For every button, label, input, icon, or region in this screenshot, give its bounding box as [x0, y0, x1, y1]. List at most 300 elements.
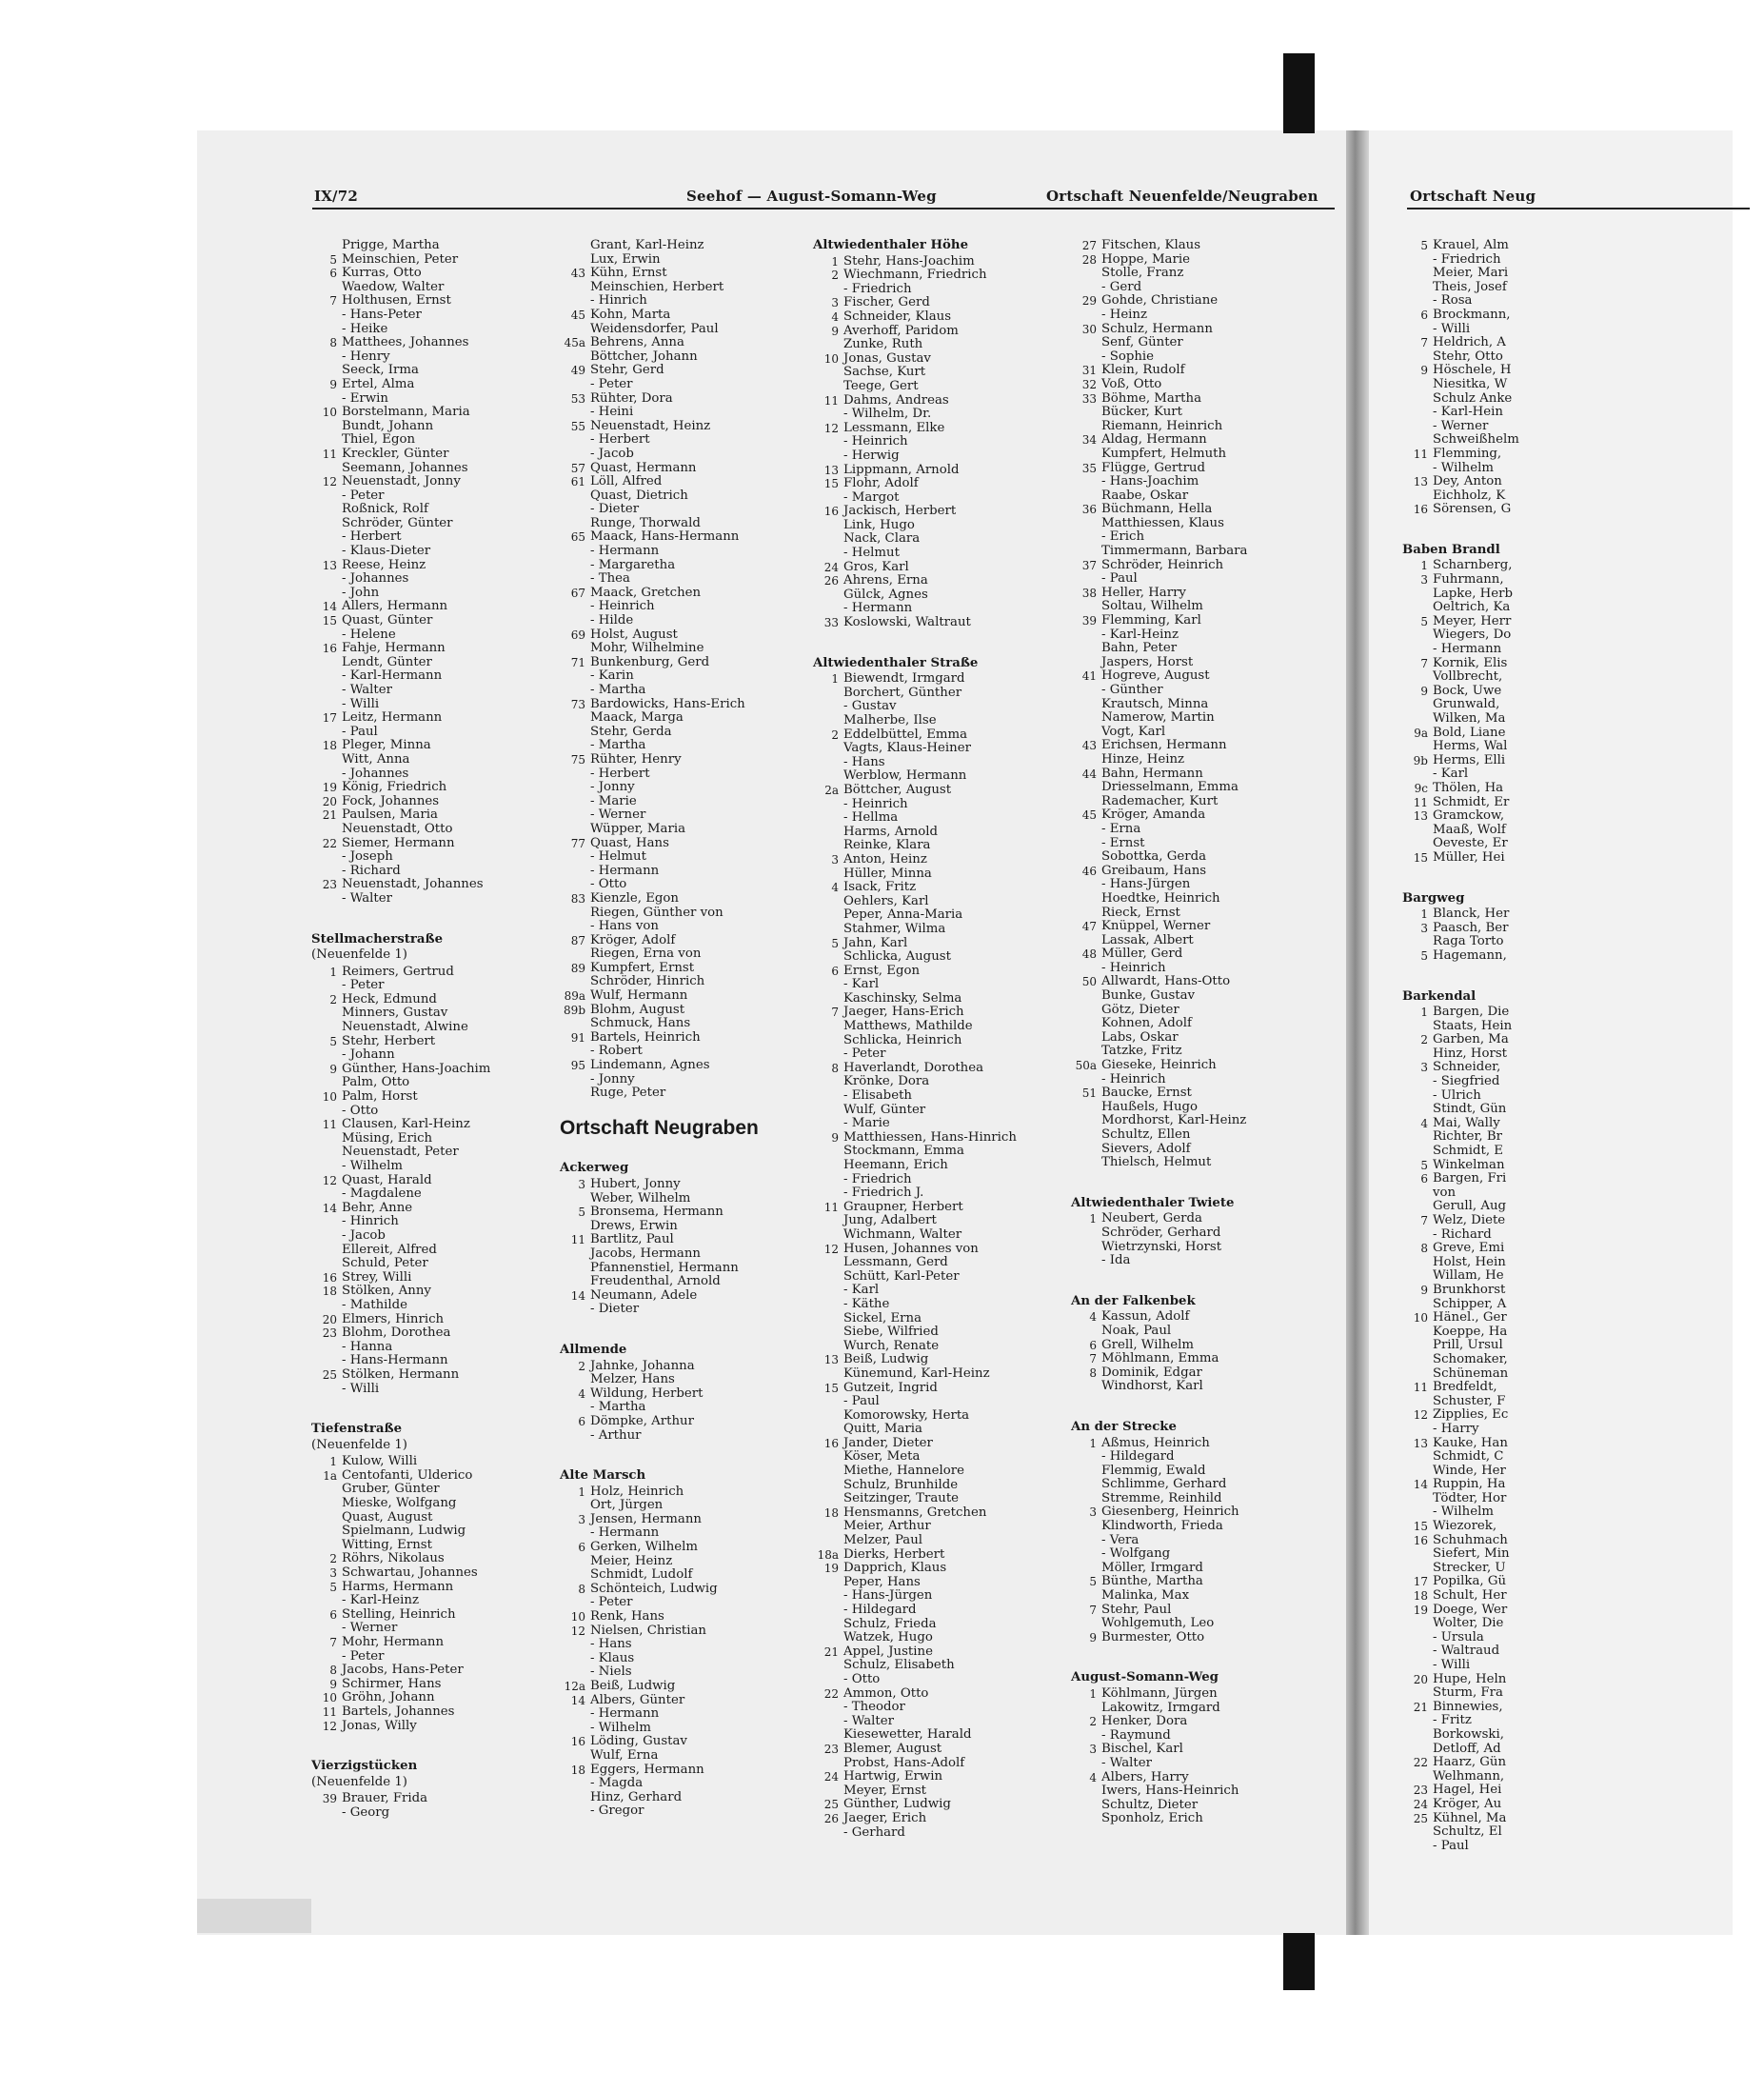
resident-name: Greibaum, Hans — [1101, 863, 1207, 878]
resident-name: Schwartau, Johannes — [342, 1565, 478, 1581]
resident-name: - Wilhelm — [342, 1159, 403, 1173]
resident-name: Jaspers, Horst — [1101, 654, 1194, 669]
house-number: 20 — [322, 794, 337, 808]
resident-entry — [311, 1650, 535, 1664]
scanned-page — [197, 130, 1536, 1935]
resident-entry — [1071, 753, 1299, 767]
resident-name: - Hermann — [590, 1706, 660, 1722]
house-number: 18a — [817, 1547, 839, 1562]
resident-entry — [1402, 1492, 1764, 1506]
resident-name: - Erwin — [342, 390, 388, 406]
resident-name: Mohr, Wilhelmine — [590, 641, 704, 656]
resident-name: Hinz, Horst — [1433, 1046, 1507, 1061]
resident-entry — [1071, 1478, 1299, 1492]
resident-entry — [1402, 1200, 1764, 1214]
house-number: 6 — [329, 1607, 337, 1622]
resident-name: Hagel, Hei — [1433, 1783, 1502, 1798]
resident-entry — [1071, 600, 1299, 614]
house-number: 1 — [578, 1485, 585, 1499]
resident-name: Matthiessen, Hans-Hinrich — [843, 1129, 1017, 1145]
resident-entry — [1402, 1145, 1764, 1159]
resident-entry — [1071, 1562, 1299, 1576]
resident-entry — [1402, 796, 1764, 810]
resident-entry — [1071, 989, 1299, 1004]
resident-entry — [813, 1506, 1046, 1521]
resident-entry — [1402, 851, 1764, 866]
resident-name: Freudenthal, Arnold — [590, 1274, 721, 1289]
house-number: 1 — [1089, 1212, 1097, 1226]
resident-entry — [1402, 1228, 1764, 1243]
house-number: 35 — [1081, 461, 1097, 475]
resident-entry — [560, 517, 788, 531]
street-range-header: Seehof — August-Somann-Weg — [686, 188, 937, 205]
resident-entry — [311, 1132, 535, 1146]
resident-name: Schulz, Hermann — [1101, 321, 1213, 336]
resident-name: - Heinrich — [843, 796, 908, 811]
resident-entry — [311, 1664, 535, 1678]
resident-name: Hinze, Heinz — [1101, 751, 1185, 767]
resident-entry — [311, 878, 535, 892]
house-number: 8 — [831, 1061, 839, 1075]
resident-entry — [560, 1485, 788, 1500]
resident-entry — [311, 1285, 535, 1299]
resident-name: - Walter — [342, 683, 392, 697]
resident-entry — [311, 1581, 535, 1595]
resident-entry — [1071, 739, 1299, 753]
resident-name: Wilken, Ma — [1433, 711, 1506, 726]
house-number: 16 — [1413, 503, 1428, 517]
resident-name: Oeveste, Er — [1433, 836, 1508, 851]
resident-name: Malherbe, Ilse — [843, 713, 937, 728]
resident-name: Zipplies, Ec — [1433, 1407, 1509, 1423]
next-page-edge — [1369, 130, 1733, 1935]
resident-name: Oehlers, Karl — [843, 893, 929, 908]
resident-entry — [1402, 1437, 1764, 1451]
resident-name: - Klaus-Dieter — [342, 544, 431, 559]
resident-entry — [560, 642, 788, 656]
resident-name: Bartlitz, Paul — [590, 1232, 674, 1247]
resident-name: Siebe, Wilfried — [843, 1325, 939, 1340]
resident-entry — [1071, 1702, 1299, 1716]
resident-name: - Wolfgang — [1101, 1546, 1171, 1562]
house-number: 5 — [329, 252, 337, 267]
resident-entry — [813, 1701, 1046, 1715]
resident-name: Wietrzynski, Horst — [1101, 1239, 1222, 1254]
house-number: 19 — [1413, 1603, 1428, 1617]
resident-name: Kienzle, Egon — [590, 890, 679, 906]
resident-entry — [311, 1215, 535, 1229]
resident-name: Schmuck, Hans — [590, 1016, 691, 1031]
resident-name: Böttcher, Johann — [590, 349, 698, 364]
resident-entry — [560, 1073, 788, 1087]
resident-name: - Hans von — [590, 919, 659, 934]
resident-name: Peper, Hans — [843, 1574, 921, 1589]
resident-name: - Johann — [342, 1047, 395, 1063]
resident-entry — [1071, 1604, 1299, 1618]
resident-entry — [813, 325, 1046, 339]
resident-entry — [1402, 392, 1764, 407]
resident-entry — [1071, 1450, 1299, 1465]
house-number: 10 — [823, 351, 839, 366]
house-number: 3 — [831, 852, 839, 867]
resident-name: Kumpfert, Ernst — [590, 960, 695, 975]
resident-entry — [1071, 1757, 1299, 1771]
resident-name: - Herbert — [342, 529, 402, 545]
resident-name: - Wilhelm — [590, 1720, 651, 1735]
resident-name: Hoedtke, Heinrich — [1101, 890, 1220, 906]
next-header-rule — [1407, 208, 1750, 209]
resident-name: Künemund, Karl-Heinz — [843, 1365, 990, 1381]
resident-entry — [560, 489, 788, 504]
resident-name: Borchert, Günther — [843, 685, 962, 700]
house-number: 3 — [578, 1178, 585, 1191]
resident-entry — [813, 296, 1046, 310]
resident-name: - Hans-Jürgen — [1101, 877, 1191, 892]
resident-name: Sobottka, Gerda — [1101, 849, 1207, 865]
resident-name: Greve, Emi — [1433, 1241, 1505, 1256]
resident-entry — [311, 614, 535, 628]
resident-name: - Wilhelm — [1433, 460, 1494, 475]
house-number: 14 — [1413, 1478, 1428, 1492]
resident-name: Meier, Mari — [1433, 266, 1509, 281]
house-number: 4 — [1089, 1770, 1097, 1784]
resident-entry — [1071, 475, 1299, 489]
resident-name: Probst, Hans-Adolf — [843, 1755, 965, 1770]
resident-entry — [560, 962, 788, 976]
street-heading: Ackerweg — [560, 1161, 629, 1176]
resident-entry — [813, 1298, 1046, 1312]
resident-entry — [311, 587, 535, 601]
resident-name: Lassak, Albert — [1101, 932, 1194, 947]
resident-entry — [1402, 1089, 1764, 1104]
resident-name: Lessmann, Gerd — [843, 1255, 948, 1270]
resident-name: Günther, Ludwig — [843, 1797, 951, 1812]
resident-name: Schulz, Brunhilde — [843, 1477, 959, 1492]
resident-name: Hensmanns, Gretchen — [843, 1505, 987, 1520]
house-number: 5 — [1420, 948, 1428, 963]
resident-entry — [1071, 850, 1299, 865]
resident-name: König, Friedrich — [342, 780, 447, 795]
resident-entry — [311, 1636, 535, 1650]
resident-entry — [1071, 267, 1299, 281]
resident-entry — [311, 281, 535, 295]
resident-name: Schultz, Ellen — [1101, 1127, 1191, 1142]
house-number: 5 — [1420, 614, 1428, 628]
house-number: 16 — [823, 505, 839, 519]
resident-entry — [560, 1526, 788, 1541]
resident-name: Jander, Dieter — [843, 1435, 933, 1450]
resident-name: Blemer, August — [843, 1741, 942, 1756]
resident-entry — [560, 1401, 788, 1415]
resident-entry — [813, 352, 1046, 367]
resident-name: Gohde, Christiane — [1101, 293, 1219, 309]
resident-name: Bundt, Johann — [342, 418, 434, 433]
resident-name: Ammon, Otto — [843, 1685, 929, 1701]
resident-entry — [1071, 253, 1299, 268]
resident-name: Gülck, Agnes — [843, 587, 928, 602]
resident-name: Götz, Dieter — [1101, 1002, 1179, 1017]
house-number: 19 — [322, 781, 337, 795]
resident-entry — [311, 350, 535, 365]
resident-entry — [560, 989, 788, 1004]
resident-entry — [1071, 587, 1299, 601]
resident-name: - Heinrich — [1101, 960, 1166, 975]
house-number: 33 — [823, 616, 839, 630]
resident-name: Quitt, Maria — [843, 1422, 922, 1437]
resident-name: - Marie — [590, 793, 637, 808]
resident-name: - Klaus — [590, 1650, 635, 1665]
resident-entry — [813, 908, 1046, 923]
resident-entry — [813, 1604, 1046, 1618]
resident-entry — [1071, 406, 1299, 420]
resident-name: Garben, Ma — [1433, 1032, 1509, 1047]
resident-name: Seitzinger, Traute — [843, 1491, 960, 1506]
resident-name: Stelling, Heinrich — [342, 1606, 456, 1622]
resident-name: - Peter — [342, 488, 385, 503]
resident-name: Ruppin, Ha — [1433, 1477, 1506, 1492]
resident-name: Hagemann, — [1433, 947, 1507, 963]
resident-name: - Hildegard — [843, 1603, 917, 1617]
resident-entry — [311, 378, 535, 392]
resident-entry — [1402, 433, 1764, 448]
resident-entry — [813, 992, 1046, 1007]
resident-entry — [1402, 685, 1764, 699]
resident-entry — [1071, 1241, 1299, 1255]
resident-entry — [560, 1247, 788, 1262]
resident-name: Centofanti, Ulderico — [342, 1467, 473, 1483]
resident-entry — [311, 489, 535, 504]
resident-name: Kühn, Ernst — [590, 266, 667, 281]
resident-name: - Henry — [342, 349, 390, 364]
house-number: 71 — [570, 655, 585, 669]
resident-entry — [813, 1715, 1046, 1729]
house-number: 11 — [1413, 447, 1428, 461]
resident-entry — [311, 420, 535, 434]
resident-name: Thölen, Ha — [1433, 780, 1504, 795]
resident-entry — [311, 1525, 535, 1539]
house-number: 3 — [1089, 1743, 1097, 1757]
resident-name: Haarz, Gün — [1433, 1755, 1507, 1770]
resident-entry — [1402, 1812, 1764, 1826]
resident-name: Möhlmann, Emma — [1101, 1351, 1219, 1366]
resident-name: - Waltraud — [1433, 1644, 1500, 1659]
house-number: 8 — [578, 1582, 585, 1596]
resident-name: Burmester, Otto — [1101, 1629, 1205, 1644]
resident-entry — [560, 1680, 788, 1694]
resident-entry — [311, 1007, 535, 1021]
resident-entry — [1402, 643, 1764, 657]
resident-entry — [1071, 975, 1299, 989]
house-number: 25 — [322, 1367, 337, 1382]
resident-name: - Hanna — [342, 1339, 393, 1354]
resident-name: Sörensen, G — [1433, 502, 1512, 517]
resident-entry — [1071, 1339, 1299, 1353]
resident-entry — [1071, 1212, 1299, 1226]
resident-name: Hartwig, Erwin — [843, 1769, 943, 1784]
house-number: 6 — [329, 267, 337, 281]
resident-entry — [560, 1360, 788, 1374]
resident-entry — [311, 823, 535, 837]
resident-name: - Mathilde — [342, 1297, 408, 1312]
resident-entry — [560, 669, 788, 684]
resident-name: Tödter, Hor — [1433, 1490, 1507, 1505]
resident-name: Möller, Irmgard — [1101, 1560, 1203, 1575]
resident-name: Raabe, Oskar — [1101, 488, 1189, 503]
resident-name: Kurras, Otto — [342, 266, 422, 281]
resident-name: - Werner — [342, 1621, 398, 1636]
house-number: 22 — [1413, 1756, 1428, 1770]
resident-entry — [1071, 1799, 1299, 1813]
resident-entry — [560, 545, 788, 559]
house-number: 89 — [570, 961, 585, 975]
house-number: 10 — [322, 1691, 337, 1705]
resident-name: Meinschien, Peter — [342, 251, 459, 267]
house-number: 39 — [1081, 614, 1097, 628]
resident-entry — [813, 477, 1046, 491]
resident-entry — [311, 892, 535, 907]
resident-name: Quast, Günter — [342, 613, 433, 628]
resident-entry — [560, 475, 788, 489]
resident-entry — [1402, 1450, 1764, 1465]
resident-entry — [560, 1610, 788, 1625]
resident-entry — [1402, 294, 1764, 309]
resident-entry — [1071, 1004, 1299, 1018]
resident-name: - Walter — [342, 890, 392, 906]
resident-name: Jonas, Willy — [342, 1718, 417, 1733]
resident-entry — [813, 728, 1046, 743]
resident-name: Eichholz, K — [1433, 488, 1506, 503]
resident-entry — [560, 462, 788, 476]
resident-entry — [311, 1021, 535, 1035]
resident-entry — [1402, 1033, 1764, 1047]
resident-entry — [560, 392, 788, 407]
resident-entry — [311, 1608, 535, 1623]
resident-entry — [1402, 601, 1764, 615]
house-number: 48 — [1081, 947, 1097, 962]
resident-entry — [813, 519, 1046, 533]
resident-entry — [560, 1749, 788, 1764]
resident-entry — [1071, 378, 1299, 392]
resident-name: Palm, Otto — [342, 1075, 410, 1090]
resident-name: - Elisabeth — [843, 1088, 912, 1104]
house-number: 41 — [1081, 669, 1097, 684]
resident-name: Rühter, Henry — [590, 751, 682, 767]
resident-entry — [813, 602, 1046, 616]
resident-entry — [1402, 1631, 1764, 1645]
resident-name: Köser, Meta — [843, 1449, 921, 1465]
resident-name: Bargen, Die — [1433, 1005, 1510, 1020]
resident-name: Dey, Anton — [1433, 474, 1502, 489]
house-number: 1 — [1089, 1687, 1097, 1701]
resident-name: Thiel, Egon — [342, 432, 416, 448]
resident-entry — [1071, 1325, 1299, 1339]
resident-entry — [1402, 1326, 1764, 1340]
resident-name: Jacobs, Hermann — [590, 1246, 701, 1261]
directory-column-2 — [560, 239, 788, 1819]
resident-name: Flemming, — [1433, 446, 1502, 461]
resident-name: - Hermann — [590, 1525, 660, 1541]
resident-entry — [813, 978, 1046, 992]
house-number: 17 — [322, 711, 337, 726]
resident-name: Stehr, Herbert — [342, 1033, 436, 1048]
resident-entry — [560, 907, 788, 921]
resident-entry — [813, 547, 1046, 561]
resident-name: Stockmann, Emma — [843, 1144, 964, 1159]
resident-name: Lindemann, Agnes — [590, 1058, 710, 1073]
house-number: 2 — [329, 1552, 337, 1566]
resident-entry — [1402, 1617, 1764, 1631]
resident-entry — [1402, 1075, 1764, 1089]
resident-entry — [813, 965, 1046, 979]
resident-entry — [813, 1562, 1046, 1576]
resident-name: Hupe, Heln — [1433, 1671, 1507, 1686]
resident-entry — [1071, 726, 1299, 740]
resident-entry — [813, 1409, 1046, 1424]
resident-name: Sievers, Adolf — [1101, 1141, 1191, 1156]
resident-name: Quast, Dietrich — [590, 488, 688, 503]
resident-entry — [311, 684, 535, 698]
house-number: 8 — [329, 1664, 337, 1678]
resident-entry — [560, 1596, 788, 1610]
resident-name: Wulf, Günter — [843, 1102, 926, 1117]
resident-name: Fuhrmann, — [1433, 572, 1504, 588]
resident-name: Flügge, Gertrud — [1101, 460, 1206, 475]
resident-name: - Günther — [1101, 683, 1163, 697]
resident-name: - Willi — [1433, 321, 1471, 336]
house-number: 18 — [570, 1763, 585, 1777]
resident-entry — [813, 1034, 1046, 1048]
resident-name: Bahn, Hermann — [1101, 766, 1203, 781]
resident-name: Kreckler, Günter — [342, 446, 449, 461]
house-number: 3 — [1089, 1505, 1097, 1520]
resident-entry — [560, 1652, 788, 1666]
resident-name: Schneider, Klaus — [843, 309, 952, 324]
resident-name: Stehr, Paul — [1101, 1602, 1172, 1617]
resident-name: Henker, Dora — [1101, 1714, 1188, 1729]
resident-entry — [311, 1354, 535, 1368]
resident-name: Witting, Ernst — [342, 1537, 432, 1552]
resident-name: - Hans — [590, 1637, 632, 1652]
resident-entry — [311, 1271, 535, 1286]
resident-name: - Friedrich — [843, 1171, 912, 1186]
resident-entry — [311, 1118, 535, 1132]
house-number: 9 — [329, 1062, 337, 1076]
resident-name: Detloff, Ad — [1433, 1741, 1501, 1756]
resident-name: Kumpfert, Helmuth — [1101, 446, 1227, 461]
house-number: 11 — [322, 1118, 337, 1132]
resident-name: - Wilhelm, Dr. — [843, 407, 932, 422]
resident-name: - Gustav — [843, 699, 897, 714]
resident-name: - Vera — [1101, 1532, 1140, 1547]
resident-name: Behrens, Anna — [590, 335, 684, 350]
resident-name: Jung, Adalbert — [843, 1213, 937, 1228]
resident-name: Fischer, Gerd — [843, 295, 930, 310]
resident-name: - Willi — [342, 696, 380, 711]
resident-entry — [1402, 1465, 1764, 1479]
resident-entry — [1071, 698, 1299, 712]
house-number: 8 — [1420, 1242, 1428, 1256]
house-number: 5 — [329, 1034, 337, 1048]
house-number: 50a — [1075, 1059, 1097, 1073]
house-number: 1 — [831, 672, 839, 687]
resident-entry — [1402, 935, 1764, 949]
resident-name: Wildung, Herbert — [590, 1385, 704, 1401]
scan-edge-mark — [197, 1899, 311, 1933]
resident-entry — [560, 336, 788, 350]
resident-name: - Ursula — [1433, 1629, 1484, 1644]
resident-entry — [1402, 712, 1764, 727]
resident-entry — [1071, 1589, 1299, 1604]
